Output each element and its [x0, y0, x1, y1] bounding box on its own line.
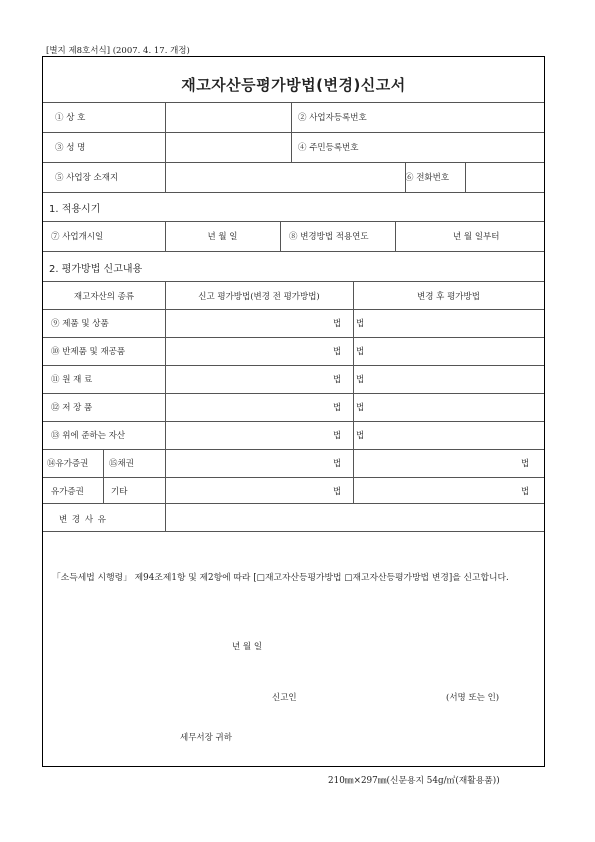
row-left-method: 법	[333, 431, 342, 441]
row-right-method: 법	[356, 319, 365, 329]
change-year-value: 년 월 일부터	[453, 232, 500, 242]
report-form	[42, 56, 545, 767]
other-right-method: 법	[521, 487, 530, 497]
biz-reg-no-label: ② 사업자등록번호	[298, 113, 367, 123]
row-label: ⑪ 원 재 료	[51, 375, 93, 385]
reporter-label: 신고인	[272, 693, 297, 703]
start-date-label: ⑦ 사업개시일	[51, 232, 104, 242]
row-left-method: 법	[333, 319, 342, 329]
recipient-label: 세무서장 귀하	[180, 733, 232, 743]
declaration-text: 「소득세법 시행령」 제94조제1항 및 제2항에 따라 [□재고자산등평가방법 □재고자산등평가방법 변경]을 신고합니다.	[52, 573, 509, 583]
form-title: 재고자산등평가방법(변경)신고서	[181, 76, 406, 94]
col-header-type: 재고자산의 종류	[73, 292, 135, 302]
bonds-right-method: 법	[521, 459, 530, 469]
securities-label: ⑭유가증권	[47, 459, 89, 469]
signature-label: (서명 또는 인)	[446, 693, 500, 703]
bonds-left-method: 법	[333, 459, 342, 469]
date-line: 년 월 일	[232, 642, 263, 652]
resident-no-label: ④ 주민등록번호	[298, 143, 359, 153]
form-header-note: [별지 제8호서식] (2007. 4. 17. 개정)	[46, 46, 190, 56]
paper-spec-footer: 210㎜×297㎜(신문용지 54g/㎡(재활용품))	[328, 776, 500, 786]
col-header-reported: 신고 평가방법(변경 전 평가방법)	[198, 292, 320, 302]
row-right-method: 법	[356, 347, 365, 357]
start-date-value: 년 월 일	[207, 232, 238, 242]
section1-heading: 1. 적용시기	[49, 204, 101, 215]
securities2-label: 유가증권	[51, 487, 84, 497]
other-label: 기타	[111, 487, 128, 497]
row-label: ⑨ 제품 및 상품	[51, 319, 109, 329]
row-right-method: 법	[356, 375, 365, 385]
row-left-method: 법	[333, 347, 342, 357]
change-year-label: ⑧ 변경방법 적용연도	[289, 232, 369, 242]
row-right-method: 법	[356, 431, 365, 441]
address-label: ⑤ 사업장 소재지	[55, 173, 119, 183]
row-label: ⑩ 반제품 및 재공품	[51, 347, 126, 357]
row-label: ⑬ 위에 준하는 자산	[51, 431, 126, 441]
col-header-after: 변경 후 평가방법	[417, 292, 480, 302]
bonds-label: ⑮채권	[109, 459, 134, 469]
trade-name-label: ① 상 호	[55, 113, 86, 123]
change-reason-label: 변 경 사 유	[59, 515, 107, 525]
phone-label: ⑥ 전화번호	[405, 173, 450, 183]
row-left-method: 법	[333, 403, 342, 413]
section2-heading: 2. 평가방법 신고내용	[49, 264, 143, 275]
name-label: ③ 성 명	[55, 143, 86, 153]
row-label: ⑫ 저 장 품	[51, 403, 93, 413]
other-left-method: 법	[333, 487, 342, 497]
row-left-method: 법	[333, 375, 342, 385]
row-right-method: 법	[356, 403, 365, 413]
